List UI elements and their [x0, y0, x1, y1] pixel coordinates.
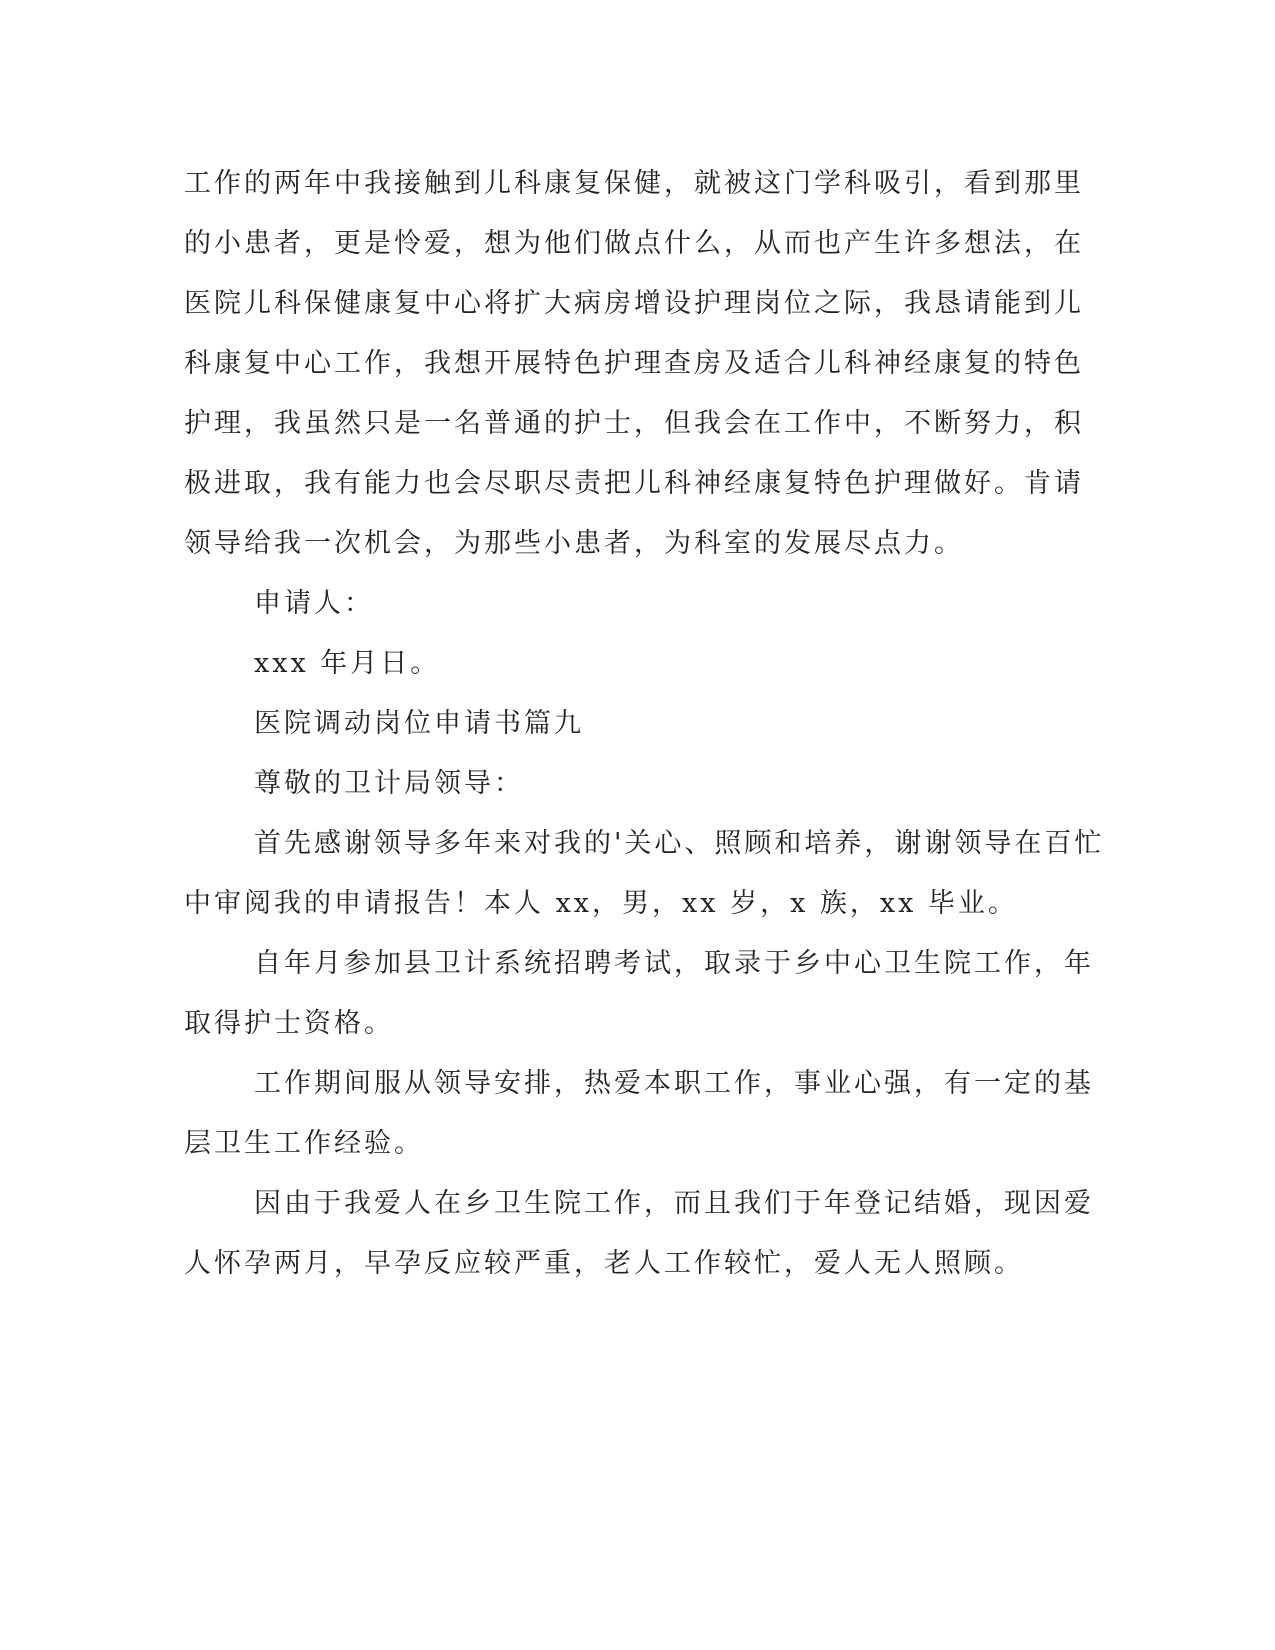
applicant-label: 申请人：	[254, 588, 374, 619]
body-line: 的小患者，更是怜爱，想为他们做点什么，从而也产生许多想法，在	[184, 228, 1084, 259]
body-line: 工作的两年中我接触到儿科康复保健，就被这门学科吸引，看到那里	[184, 168, 1084, 199]
document-body	[184, 154, 1105, 1294]
body-line: 护理，我虽然只是一名普通的护士，但我会在工作中，不断努力，积	[184, 408, 1084, 439]
body-line: 自年月参加县卫计系统招聘考试，取录于乡中心卫生院工作，年	[254, 948, 1094, 979]
body-line: 极进取，我有能力也会尽职尽责把儿科神经康复特色护理做好。肯请	[184, 468, 1084, 499]
body-line: 领导给我一次机会，为那些小患者，为科室的发展尽点力。	[184, 528, 964, 559]
body-line: 取得护士资格。	[184, 1008, 394, 1039]
body-line: 医院儿科保健康复中心将扩大病房增设护理岗位之际，我恳请能到儿	[184, 288, 1084, 319]
body-line: 因由于我爱人在乡卫生院工作，而且我们于年登记结婚，现因爱	[254, 1188, 1094, 1219]
section-title: 医院调动岗位申请书篇九	[254, 708, 584, 739]
body-line: 层卫生工作经验。	[184, 1128, 424, 1159]
body-line: 科康复中心工作，我想开展特色护理查房及适合儿科神经康复的特色	[184, 348, 1084, 379]
body-line: 中审阅我的申请报告！本人 xx，男，xx 岁，x 族，xx 毕业。	[184, 888, 1018, 919]
body-line: 工作期间服从领导安排，热爱本职工作，事业心强，有一定的基	[254, 1068, 1094, 1099]
body-line: 首先感谢领导多年来对我的'关心、照顾和培养，谢谢领导在百忙	[254, 828, 1105, 859]
date-line: xxx 年月日。	[254, 648, 441, 679]
salutation: 尊敬的卫计局领导：	[254, 768, 524, 799]
body-line: 人怀孕两月，早孕反应较严重，老人工作较忙，爱人无人照顾。	[184, 1248, 1024, 1279]
